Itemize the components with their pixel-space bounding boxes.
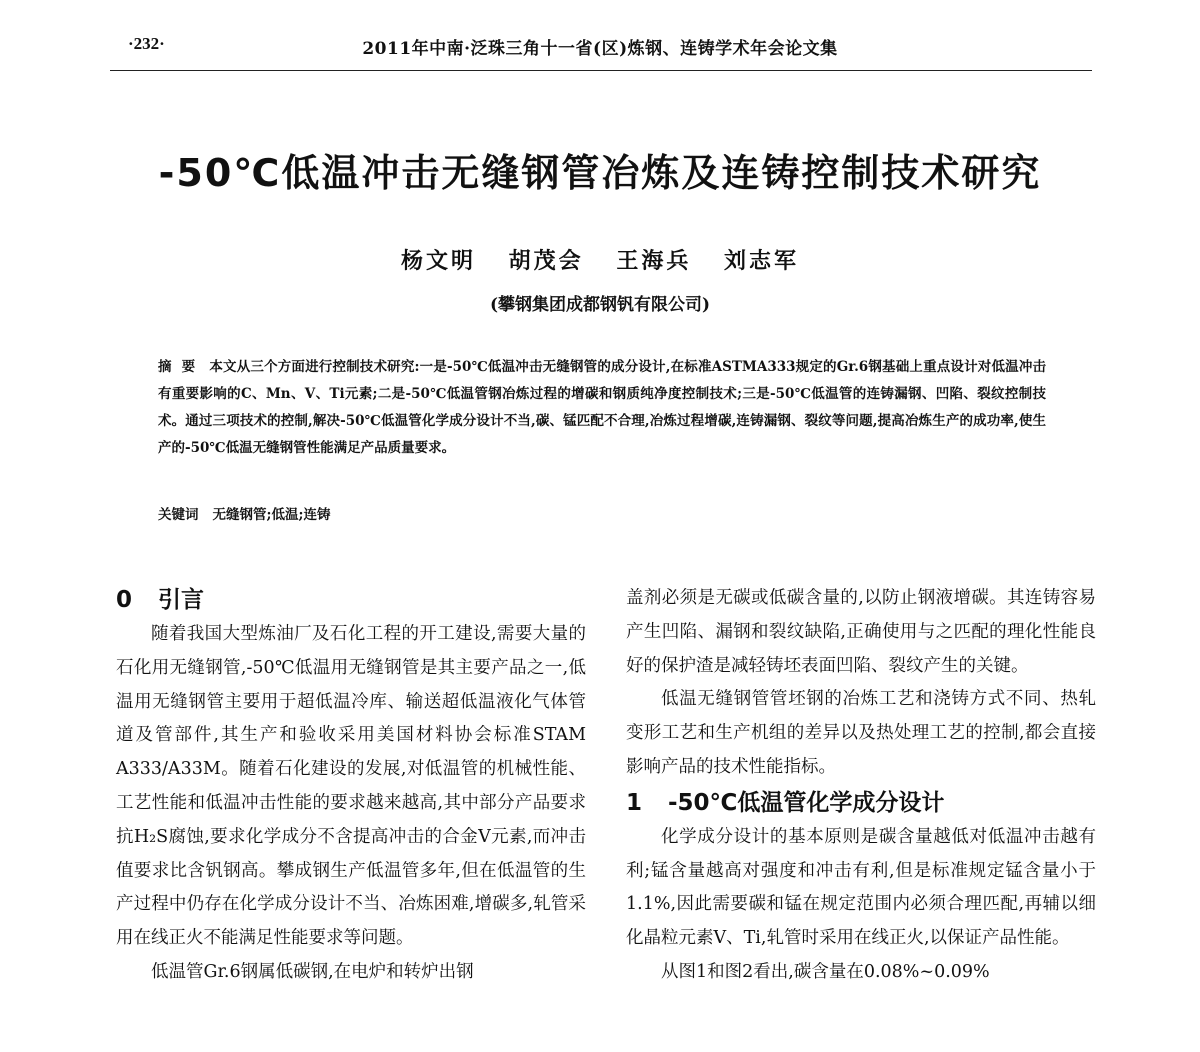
header-rule: [110, 70, 1092, 71]
left-column: [116, 582, 586, 990]
section-1-number: 1: [626, 789, 643, 816]
section-0-title: 引言: [158, 587, 204, 613]
keywords-label: 关键词: [158, 507, 199, 523]
right-column: [626, 582, 1096, 990]
author-list: 杨文明 胡茂会 王海兵 刘志军: [401, 248, 799, 274]
intro-paragraph-2: 低温管Gr.6钢属低碳钢,在电炉和转炉出钢: [151, 961, 474, 982]
section-1-title: -50℃低温管化学成分设计: [668, 789, 945, 816]
keywords-text: 无缝钢管;低温;连铸: [212, 507, 331, 523]
paper-title: -50℃低温冲击无缝钢管冶炼及连铸控制技术研究: [158, 151, 1042, 195]
keywords: [158, 502, 1046, 529]
abstract-label: 摘要: [158, 359, 206, 375]
section-1-paragraph-1: 化学成分设计的基本原则是碳含量越低对低温冲击越有利;锰含量越高对强度和冲击有利,但是标准规定锰含量小于1.1%,因此需要碳和锰在规定范围内必须合理匹配,再辅以细化晶粒元素V、Ti,轧管时采用在线正火,以保证产品性能。: [626, 826, 1096, 949]
section-1-paragraph-2: 从图1和图2看出,碳含量在0.08%~0.09%: [661, 961, 990, 982]
section-0-number: 0: [116, 587, 133, 613]
intro-paragraph-3: 低温无缝钢管管坯钢的冶炼工艺和浇铸方式不同、热轧变形工艺和生产机组的差异以及热处理工艺的控制,都会直接影响产品的技术性能指标。: [626, 689, 1096, 777]
intro-paragraph-continued: 盖剂必须是无碳或低碳含量的,以防止钢液增碳。其连铸容易产生凹陷、漏钢和裂纹缺陷,正确使用与之匹配的理化性能良好的保护渣是减轻铸坯表面凹陷、裂纹产生的关键。: [626, 588, 1096, 676]
intro-paragraph-1: 随着我国大型炼油厂及石化工程的开工建设,需要大量的石化用无缝钢管,-50℃低温用无缝钢管是其主要产品之一,低温用无缝钢管主要用于超低温冷库、输送超低温液化气体管道及管部件,其生产和验收采用美国材料协会标准STAM A333/A33M。随着石化建设的发展,对低温管的机械性能、工艺性能和低温冲击性能的要求越来越高,其中部分产品要求抗H₂S腐蚀,要求化学成分不含提高冲击的合金V元素,而冲击值要求比含钒钢高。攀成钢生产低温管多年,但在低温管的生产过程中仍存在化学成分设计不当、冶炼困难,增碳多,轧管采用在线正火不能满足性能要求等问题。: [116, 624, 586, 949]
section-0-heading: [116, 582, 586, 618]
running-head: 2011年中南·泛珠三角十一省(区)炼钢、连铸学术年会论文集: [362, 39, 838, 59]
affiliation: (攀钢集团成都钢钒有限公司): [489, 295, 711, 315]
section-1-heading: [626, 785, 1096, 821]
abstract: [158, 354, 1046, 462]
page-number: ·232·: [128, 34, 165, 53]
abstract-text: 本文从三个方面进行控制技术研究:一是-50℃低温冲击无缝钢管的成分设计,在标准ASTMA333规定的Gr.6钢基础上重点设计对低温冲击有重要影响的C、Mn、V、Ti元素;二是-50℃低温管钢冶炼过程的增碳和钢质纯净度控制技术;三是-50℃低温管的连铸漏钢、凹陷、裂纹控制技术。通过三项技术的控制,解决-50℃低温管化学成分设计不当,碳、锰匹配不合理,冶炼过程增碳,连铸漏钢、裂纹等问题,提高冶炼生产的成功率,使生产的-50℃低温无缝钢管性能满足产品质量要求。: [158, 359, 1046, 456]
